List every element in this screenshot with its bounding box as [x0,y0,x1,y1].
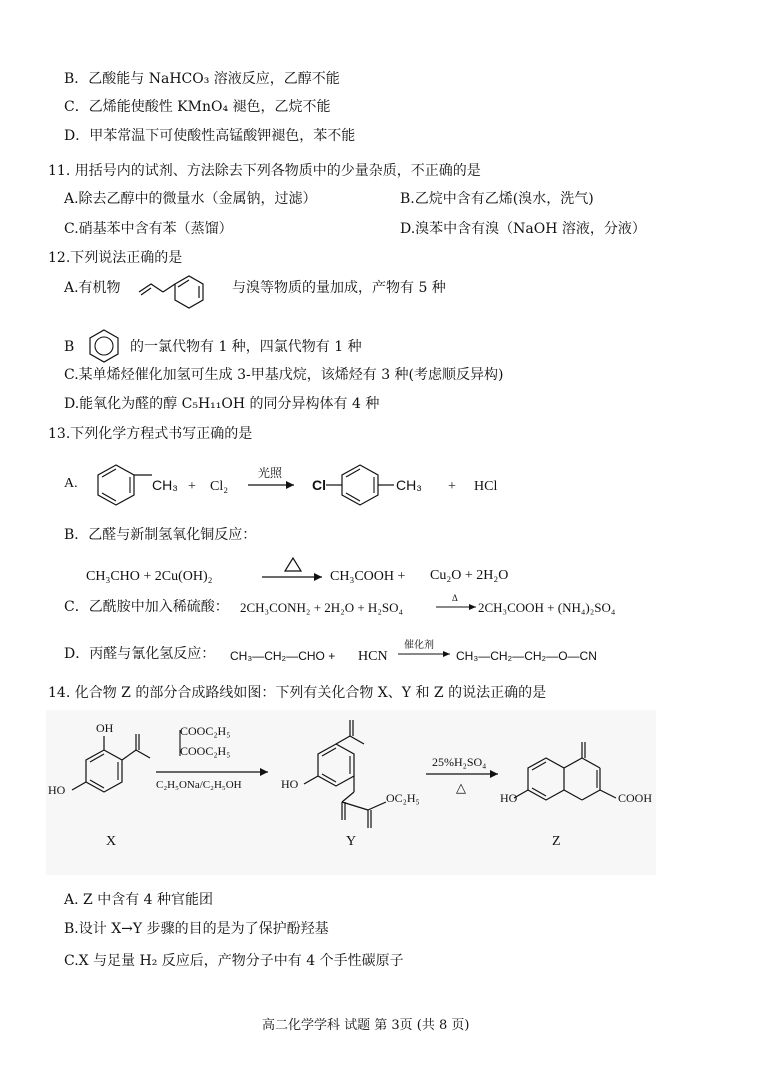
q13-a-hcl: HCl [474,479,498,494]
y-oc2h5-label: OC₂H₅ [386,791,420,805]
q11-option-b: B.乙烷中含有乙烯(溴水，洗气) [400,191,594,207]
q14-synthesis-route [46,710,658,875]
q12-option-a-pre: A.有机物 [64,280,121,296]
q13-c-left: 2CH₃CONH₂ + 2H₂O + H₂SO₄ [240,600,404,615]
reagent1-line3: C₂H₅ONa/C₂H₅OH [156,779,242,791]
q10-option-c: C．乙烯能使酸性 KMnO₄ 褪色，乙烷不能 [64,99,331,115]
compound-y-structure [281,720,420,828]
q14-stem: 14. 化合物 Z 的部分合成路线如图：下列有关化合物 X、Y 和 Z 的说法正确的是 [48,685,547,701]
q13-c-right: 2CH₃COOH + (NH₄)₂SO₄ [478,600,616,615]
q13-a-condition: 光照 [258,466,283,480]
q13-a-ch3-left: CH₃ [152,477,178,493]
compound-x-label: X [106,834,117,849]
z-ho-label: HO [500,791,518,805]
q13-option-d-equation [228,636,648,670]
benzene-structure [84,326,124,366]
q13-stem: 13.下列化学方程式书写正确的是 [48,426,253,442]
q13-option-d-text: D．丙醛与氰化氢反应： [64,646,216,662]
q13-a-ch3-right: CH₃ [396,477,422,493]
q13-a-cl: Cl [312,477,326,493]
vinylcyclohexene-structure [135,262,225,312]
q13-a-cl2: Cl₂ [210,479,229,494]
reagent1-line1: COOC₂H₅ [180,724,231,738]
z-cooh-label: COOH [618,791,653,805]
q14-option-b: B.设计 X→Y 步骤的目的是为了保护酚羟基 [64,921,329,937]
q11-option-d: D.溴苯中含有溴（NaOH 溶液，分液） [400,221,646,237]
reagent2-line1: 25%H₂SO₄ [432,755,487,769]
compound-y-label: Y [346,834,357,849]
q11-option-a: A.除去乙醇中的微量水（金属钠，过滤） [64,191,317,207]
q13-b-right2: Cu₂O + 2H₂O [430,568,509,583]
q13-c-condition: Δ [452,593,458,603]
q13-d-right: CH₃—CH₂—CH₂—O—CN [456,649,597,663]
q12-option-c: C.某单烯烃催化加氢可生成 3-甲基戊烷，该烯烃有 3 种(考虑顺反异构) [64,367,504,383]
page-footer: 高二化学学科 试题 第 3页 (共 8 页) [262,1018,470,1033]
q12-option-a-post: 与溴等物质的量加成，产物有 5 种 [232,280,446,296]
reagent2-heat: △ [456,780,466,795]
heating-triangle-icon [285,558,301,571]
x-ho-label: HO [48,783,66,797]
q12-option-d: D.能氧化为醛的醇 C₅H₁₁OH 的同分异构体有 4 种 [64,396,380,412]
q13-b-right1: CH₃COOH + [330,569,406,584]
q13-b-left: CH₃CHO + 2Cu(OH)₂ [86,569,213,584]
q13-option-c-text: C．乙酰胺中加入稀硫酸： [64,599,229,615]
q11-option-c: C.硝基苯中含有苯（蒸馏） [64,221,233,237]
q13-option-b-equation [80,552,560,588]
q13-d-left: CH₃—CH₂—CHO + [230,649,336,663]
compound-x-structure [48,721,150,797]
q13-option-b-text: B．乙醛与新制氢氧化铜反应： [64,527,257,543]
q13-a-plus1: + [188,479,196,494]
q13-d-condition: 催化剂 [404,640,434,651]
q13-option-a-equation [60,455,520,515]
q13-a-plus2: + [448,479,456,494]
x-oh-label: OH [96,721,114,735]
q13-d-hcn: HCN [358,649,388,664]
compound-z-structure [500,742,652,805]
q14-option-c: C.X 与足量 H₂ 反应后，产物分子中有 4 个手性碳原子 [64,953,404,969]
q10-option-d: D．甲苯常温下可使酸性高锰酸钾褪色，苯不能 [64,128,356,144]
y-ho-label: HO [281,777,299,791]
q10-option-b: B．乙酸能与 NaHCO₃ 溶液反应，乙醇不能 [64,71,340,87]
q14-option-a: A. Z 中含有 4 种官能团 [64,892,213,908]
q12-option-b-pre: B [64,339,75,355]
q13-a-label: A. [64,476,78,491]
q12-option-b-post: 的一氯代物有 1 种，四氯代物有 1 种 [130,339,362,355]
reagent1-line2: COOC₂H₅ [180,744,231,758]
q12-stem: 12.下列说法正确的是 [48,250,183,266]
compound-z-label: Z [552,834,561,849]
q11-stem: 11. 用括号内的试剂、方法除去下列各物质中的少量杂质，不正确的是 [48,163,481,179]
q13-option-c-equation [238,590,658,622]
